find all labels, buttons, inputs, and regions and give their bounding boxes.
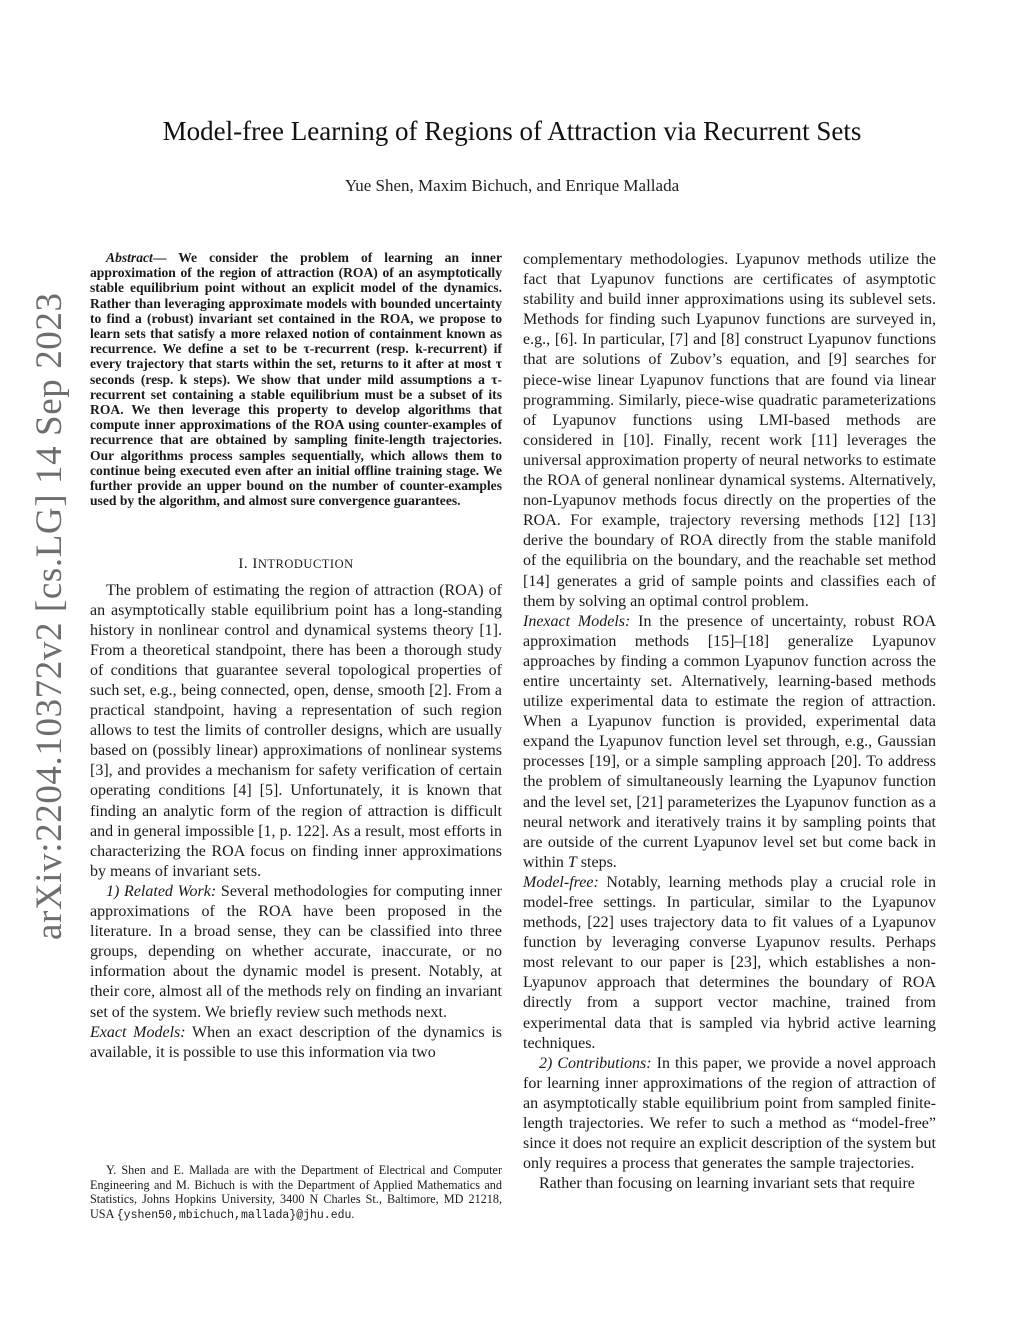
model-free-paragraph (523, 873, 936, 1054)
left-column (90, 250, 502, 1063)
author-affiliation-footnote (90, 1163, 502, 1223)
abstract-text: — We consider the problem of learning an inner approximation of the region of attraction (ROA) of an asymptotically stable equilibrium point without an explicit model of the dynamics. Rather than leveraging approximate models with bounded uncertainty to find a (robust) invariant set contained in the ROA, we propose to learn sets that satisfy a more relaxed notion of containment known as recurrence. We define a set to be τ-recurrent (resp. k-recurrent) if every trajectory that starts within the set, returns to it after at most τ seconds (resp. k steps). We show that under mild assumptions a τ-recurrent set containing a stable equilibrium must be a subset of its ROA. We then leverage this property to develop algorithms that compute inner approximations of the ROA using counter-examples of recurrence that are obtained by sampling finite-length trajectories. Our algorithms process samples sequentially, which allows them to continue being executed even after an initial offline training stage. We further provide an upper bound on the number of counter-examples used by the algorithm, and almost sure convergence guarantees. (90, 250, 502, 509)
intro-paragraph-1: The problem of estimating the region of attraction (ROA) of an asymptotically stable equilibrium point has a long-standing history in nonlinear control and dynamical systems theory [1]. From a theoretical standpoint, there has been a thorough study of conditions that guarantee several topological properties of such set, e.g., being connected, open, dense, smooth [2]. From a practical standpoint, having a representation of such region allows to test the limits of controller designs, which are usually based on (possibly linear) approximations of nonlinear systems [3], and provides a mechanism for safety verification of certain operating conditions [4] [5]. Unfortunately, it is known that finding an analytic form of the region of attraction is difficult and in general impossible [1, p. 122]. As a result, most efforts in characterizing the ROA focus on finding inner approximations by means of invariant sets. (90, 581, 502, 880)
inexact-models-paragraph (523, 612, 936, 873)
related-work-text: Several methodologies for computing inner approximations of the ROA have been proposed in the literature. In a broad sense, they can be classified into three groups, depending on whether accurate, inaccurate, or no information about the dynamic model is present. Notably, at their core, almost all of the methods rely on finding an invariant set of the system. We briefly review such methods next. (90, 882, 503, 1021)
footnote-text: Y. Shen and E. Mallada are with the Department of Electrical and Computer Engineering and M. Bichuch is with the Department of Applied Mathematics and Statistics, Johns Hopkins University, 3400 N Charles St., Baltimore, MD 21218, USA (90, 1163, 502, 1221)
right-column (523, 250, 936, 1194)
section-title-rest: NTRODUCTION (257, 557, 354, 572)
inexact-models-end: steps. (576, 853, 617, 871)
contributions-label: 2) Contributions: (539, 1054, 652, 1072)
arxiv-identifier-stamp: arXiv:2204.10372v2 [cs.LG] 14 Sep 2023 (29, 292, 70, 940)
inexact-models-math-t: T (567, 853, 577, 871)
section-heading-introduction (90, 554, 502, 574)
exact-models-text: When an exact description of the dynamics is available, it is possible to use this information via two (90, 1023, 502, 1061)
related-work-paragraph (90, 882, 502, 1023)
model-free-label: Model-free: (523, 873, 599, 891)
exact-models-paragraph (90, 1023, 502, 1063)
abstract-label: Abstract (106, 250, 153, 265)
exact-models-label: Exact Models: (90, 1023, 186, 1041)
inexact-models-label: Inexact Models: (523, 612, 631, 630)
closing-paragraph: Rather than focusing on learning invariant sets that require (539, 1175, 915, 1193)
lyapunov-methods-paragraph: complementary methodologies. Lyapunov methods utilize the fact that Lyapunov functions are certificates of asymptotic stability and build inner approximations using its sublevel sets. Methods for finding such Lyapunov functions are surveyed in, e.g., [6]. In particular, [7] and [8] construct Lyapunov functions that are solutions of Zubov’s equation, and [9] searches for piece-wise linear Lyapunov functions that are found via linear programming. Similarly, piece-wise quadratic parameterizations of Lyapunov functions using LMI-based methods are considered in [10]. Finally, recent work [11] leverages the universal approximation property of neural networks to estimate the ROA of general nonlinear dynamical systems. Alternatively, non-Lyapunov methods focus directly on the properties of the ROA. For example, trajectory reversing methods [12] [13] derive the boundary of ROA directly from the stable manifold of the equilibria on the boundary, and the reachable set method [14] generates a grid of sample points and classifies each of them by solving an optimal control problem. (523, 251, 936, 610)
paper-title: Model-free Learning of Regions of Attraction via Recurrent Sets (162, 116, 862, 146)
related-work-label: 1) Related Work: (106, 882, 217, 900)
footnote-emails: {yshen50,mbichuch,mallada}@jhu.edu (116, 1208, 352, 1222)
author-list: Yue Shen, Maxim Bichuch, and Enrique Mallada (344, 176, 680, 195)
abstract (90, 250, 502, 508)
section-number: I. (238, 556, 249, 573)
contributions-paragraph (523, 1054, 936, 1175)
footnote-end: . (351, 1206, 355, 1221)
contributions-text: In this paper, we provide a novel approach for learning inner approximations of the region of attraction of an asymptotically stable equilibrium point from sampled finite-length trajectories. We refer to such a method as “model-free” since it does not require an explicit description of the system but only requires a process that generates the sample trajectories. (523, 1054, 936, 1173)
inexact-models-text: In the presence of uncertainty, robust ROA approximation methods [15]–[18] generalize Lyapunov approaches by finding a common Lyapunov function across the entire uncertainty set. Alternatively, learning-based methods utilize experimental data to estimate the region of attraction. When a Lyapunov function is provided, experimental data expand the Lyapunov function level set through, e.g., Gaussian processes [19], or a simple sampling approach [20]. To address the problem of simultaneously learning the Lyapunov function and the level set, [21] parameterizes the Lyapunov function as a neural network and iteratively trains it by sampling points that are outside of the current Lyapunov level set but come back in within (523, 612, 937, 871)
section-title-initial: I (252, 556, 258, 573)
model-free-text: Notably, learning methods play a crucial role in model-free settings. In particular, similar to the Lyapunov methods, [22] uses trajectory data to fit values of a Lyapunov function by leveraging converse Lyapunov results. Perhaps most relevant to our paper is [23], which establishes a non-Lyapunov approach that determines the boundary of ROA directly from a support vector machine, trained from experimental data that is sampled via hybrid active learning techniques. (523, 873, 936, 1052)
